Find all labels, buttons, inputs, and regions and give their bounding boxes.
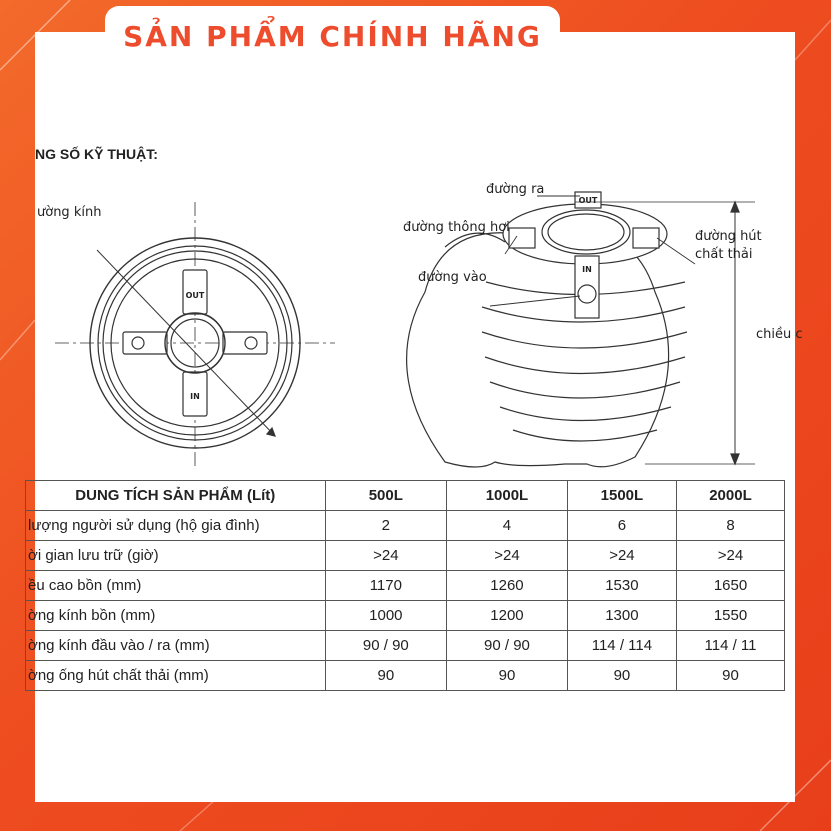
row-label: lượng người sử dụng (hộ gia đình) [26, 511, 326, 541]
header-cell: 1500L [567, 481, 676, 511]
table-cell: 1000 [325, 601, 447, 631]
table-cell: 90 [447, 661, 568, 691]
table-cell: 4 [447, 511, 568, 541]
row-label: ờng ống hút chất thải (mm) [26, 661, 326, 691]
table-row [26, 511, 785, 541]
table-cell: 90 / 90 [325, 631, 447, 661]
table-header-row [26, 481, 785, 511]
authentic-product-banner [105, 6, 560, 68]
header-cell: 1000L [447, 481, 568, 511]
table-cell: 8 [677, 511, 785, 541]
spec-sheet [28, 32, 803, 802]
table-cell: 2 [325, 511, 447, 541]
table-row [26, 631, 785, 661]
table-cell: >24 [325, 541, 447, 571]
table-cell: 1650 [677, 571, 785, 601]
top-view [55, 202, 335, 467]
table-cell: 1550 [677, 601, 785, 631]
side-out-mark: OUT [578, 196, 598, 205]
table-cell: 90 [567, 661, 676, 691]
row-label: ờng kính đầu vào / ra (mm) [26, 631, 326, 661]
table-cell: 1170 [325, 571, 447, 601]
label-inlet: đường vào [418, 270, 487, 285]
header-cell: 500L [325, 481, 447, 511]
table-cell: 1260 [447, 571, 568, 601]
table-cell: 114 / 114 [567, 631, 676, 661]
table-cell: >24 [447, 541, 568, 571]
top-in-mark: IN [190, 392, 200, 401]
table-cell: 6 [567, 511, 676, 541]
table-cell: 114 / 11 [677, 631, 785, 661]
row-label: ờng kính bồn (mm) [26, 601, 326, 631]
label-diameter: ường kính [37, 205, 102, 220]
section-title: NG SỐ KỸ THUẬT: [35, 146, 158, 162]
label-suction-line2: chất thải [695, 247, 753, 262]
table-row [26, 661, 785, 691]
table-cell: 90 [677, 661, 785, 691]
header-cell: DUNG TÍCH SẢN PHẨM (Lít) [26, 481, 326, 511]
table-cell: 90 / 90 [447, 631, 568, 661]
side-in-mark: IN [582, 265, 592, 274]
spec-table [25, 480, 785, 691]
table-row [26, 601, 785, 631]
table-cell: 1200 [447, 601, 568, 631]
tank-drawing [35, 172, 795, 472]
label-height: chiều c [756, 327, 803, 342]
label-vent: đường thông hơi [403, 220, 510, 235]
table-cell: 1300 [567, 601, 676, 631]
table-cell: 90 [325, 661, 447, 691]
table-cell: >24 [567, 541, 676, 571]
row-label: ều cao bồn (mm) [26, 571, 326, 601]
top-out-mark: OUT [185, 291, 205, 300]
banner-title: SẢN PHẨM CHÍNH HÃNG [123, 20, 542, 53]
table-cell: 1530 [567, 571, 676, 601]
row-label: ời gian lưu trữ (giờ) [26, 541, 326, 571]
table-cell: >24 [677, 541, 785, 571]
table-row [26, 571, 785, 601]
label-outlet: đường ra [486, 182, 545, 197]
header-cell: 2000L [677, 481, 785, 511]
label-suction-line1: đường hút [695, 229, 762, 244]
table-row [26, 541, 785, 571]
